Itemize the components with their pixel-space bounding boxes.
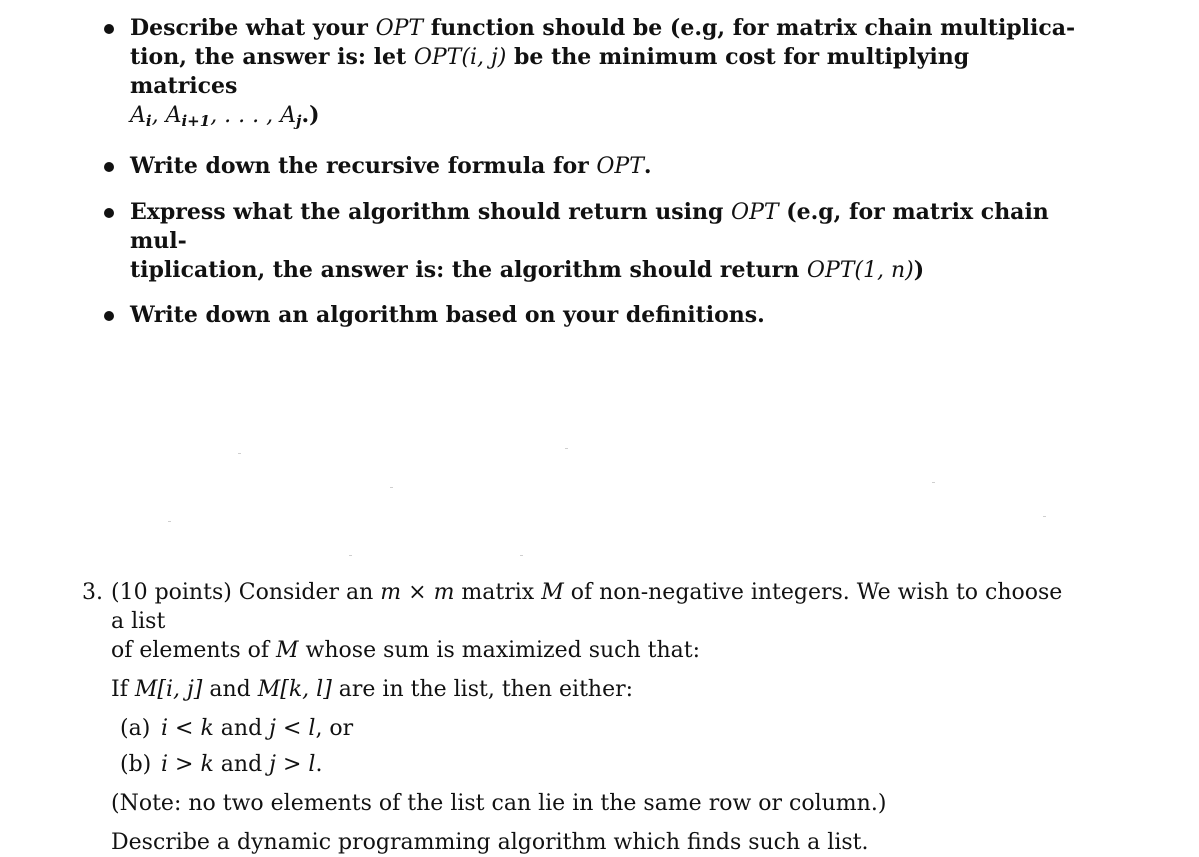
scan-speck (390, 487, 393, 488)
bullet-list (104, 14, 1079, 330)
problem-note: (Note: no two elements of the list can lie in the same row or column.) (111, 791, 887, 816)
problem-number: 3. (82, 580, 103, 605)
scan-speck (520, 555, 523, 556)
problem-3 (82, 578, 1082, 857)
condition-a: (a) i < k and j < l, or (120, 716, 354, 741)
bullet-describe-opt: Describe what your OPT function should be (e.g, for matrix chain multiplica- tion, the answer is: let OPT(i, j) be the minimum cost for multiplying matrices $A_i$, $A_{i+1}$, . . . , $A_j$.) (104, 14, 1079, 136)
scan-speck (238, 453, 241, 454)
condition-b: (b) i > k and j > l. (120, 752, 323, 777)
scan-speck (1043, 516, 1046, 517)
bullet-recursive-formula: Write down the recursive formula for OPT. (104, 152, 1079, 181)
bullet-dot-icon (104, 162, 114, 172)
bullet-dot-icon (104, 311, 114, 321)
problem-task: Describe a dynamic programming algorithm which finds such a list. (111, 830, 869, 855)
scan-speck (565, 448, 568, 449)
bullet-write-algorithm: Write down an algorithm based on your definitions. (104, 301, 1079, 330)
bullet-express-return: Express what the algorithm should return using OPT (e.g, for matrix chain mul- tiplication, the answer is: the algorithm should return OPT(1, n)) (104, 198, 1079, 285)
problem-condition-intro: If M[i, j] and M[k, l] are in the list, then either: (111, 677, 634, 702)
bullet-dot-icon (104, 208, 114, 218)
scan-speck (349, 555, 352, 556)
bullet-dot-icon (104, 24, 114, 34)
problem-statement-line2: of elements of M whose sum is maximized such that: (111, 638, 701, 663)
scan-speck (932, 482, 935, 483)
problem-statement-line1: (10 points) Consider an m × m matrix M of non-negative integers. We wish to choose a list (111, 580, 1063, 634)
scan-speck (168, 521, 171, 522)
